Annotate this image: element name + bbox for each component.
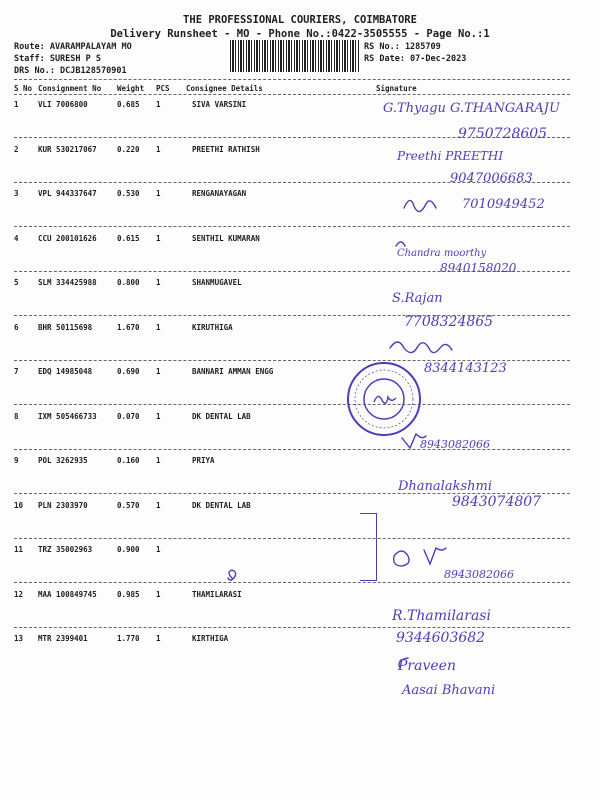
hw-r4-scribble	[396, 242, 405, 246]
row-pcs: 1	[156, 278, 161, 287]
row-consignment-no: PLN 2303970	[38, 500, 88, 510]
row-pcs: 1	[156, 411, 161, 421]
row-consignment-no: MTR 2399401	[38, 634, 88, 643]
hw-r9-phone: 9843074807	[452, 494, 542, 510]
row-consignee: DK DENTAL LAB	[192, 500, 251, 510]
hw-r13-name: Aasai Bhavani	[402, 683, 496, 698]
row-consignment-no: KUR 530217067	[38, 144, 97, 154]
row-sno: 3	[14, 189, 19, 198]
row-weight: 0.220	[117, 144, 140, 154]
row-sno: 7	[14, 367, 19, 376]
hw-r11-initials	[424, 548, 446, 564]
row-consignment-no: TRZ 35002963	[38, 545, 93, 554]
row-pcs: 1	[156, 233, 161, 243]
hw-r3-scribble	[404, 200, 436, 211]
hw-r3-phone: 7010949452	[462, 197, 545, 212]
row-consignment-no: IXM 505466733	[38, 411, 97, 421]
row-consignment-no: SLM 334425988	[38, 278, 97, 287]
row-sno: 1	[14, 100, 19, 109]
hw-r2-signature: Preethi PREETHI	[397, 149, 504, 163]
hw-r13-signature: Praveen	[398, 658, 456, 674]
row-consignment-no: POL 3262935	[38, 456, 88, 465]
row-weight: 0.530	[117, 189, 140, 198]
col-header-consignment: Consignment No	[38, 84, 102, 93]
col-header-consignee: Consignee Details	[186, 84, 263, 93]
row-consignment-no: MAA 100849745	[38, 589, 97, 599]
row-weight: 0.690	[117, 367, 140, 376]
hw-r12-phone: 9344603682	[396, 630, 486, 646]
row-sno: 9	[14, 456, 19, 465]
row-weight: 1.770	[117, 634, 140, 643]
row-sno: 8	[14, 411, 19, 421]
drs-number: DRS No.: DCJB128570901	[14, 66, 127, 76]
hw-r1-phone: 9750728605	[458, 126, 548, 142]
hw-r1-signature: G.Thyagu G.THANGARAJU	[383, 101, 560, 116]
row-weight: 0.070	[117, 411, 140, 421]
hw-r5-signature: S.Rajan	[392, 291, 443, 306]
row-consignee: SENTHIL KUMARAN	[192, 233, 260, 243]
row-pcs: 1	[156, 589, 161, 599]
hw-r6-phone: 8344143123	[424, 361, 507, 376]
document-subtitle: Delivery Runsheet - MO - Phone No.:0422-3505555 - Page No.:1	[110, 28, 490, 40]
hw-r4-name: Chandra moorthy	[397, 248, 487, 259]
row-consignee: SIVA VARSINI	[192, 100, 247, 109]
row-weight: 0.800	[117, 278, 140, 287]
row-consignee: RENGANAYAGAN	[192, 189, 247, 198]
row-consignment-no: EDQ 14985048	[38, 367, 93, 376]
row-pcs: 1	[156, 100, 161, 109]
col-header-signature: Signature	[376, 84, 417, 93]
col-header-weight: Weight	[117, 84, 145, 93]
row-pcs: 1	[156, 144, 161, 154]
row-consignee: PRIYA	[192, 456, 215, 465]
hw-r12-signature: R.Thamilarasi	[392, 608, 491, 624]
row-consignee: PREETHI RATHISH	[192, 144, 260, 154]
row-weight: 0.160	[117, 456, 140, 465]
route-field: Route: AVARAMPALAYAM MO	[14, 42, 132, 52]
row-sno: 5	[14, 278, 19, 287]
row-weight: 0.570	[117, 500, 140, 510]
row-pcs: 1	[156, 500, 161, 510]
col-header-sno: S No	[14, 84, 33, 93]
hw-r11-phone: 8943082066	[444, 568, 514, 581]
hw-r6-scribble	[390, 342, 452, 353]
row-pcs: 1	[156, 545, 161, 554]
row-sno: 12	[14, 589, 24, 599]
row-weight: 0.985	[117, 589, 140, 599]
rs-number: RS No.: 1285709	[364, 42, 441, 52]
row-consignment-no: CCU 200101626	[38, 233, 97, 243]
row-pcs: 1	[156, 322, 161, 332]
row-pcs: 1	[156, 367, 161, 376]
col-header-pcs: PCS	[156, 84, 170, 93]
document-title: THE PROFESSIONAL COURIERS, COIMBATORE	[183, 14, 417, 26]
row-weight: 0.900	[117, 545, 140, 554]
row-consignment-no: VPL 944337647	[38, 189, 97, 198]
row-sno: 10	[14, 500, 24, 510]
row-sno: 13	[14, 634, 24, 643]
row-consignee: DK DENTAL LAB	[192, 411, 251, 421]
row-consignee: KIRUTHIGA	[192, 322, 233, 332]
hw-r8-phone: 8943082066	[420, 438, 490, 451]
row-consignee: SHANMUGAVEL	[192, 278, 242, 287]
hw-r9-signature: Dhanalakshmi	[398, 479, 492, 494]
row-weight: 1.670	[117, 322, 140, 332]
hw-r11-mark	[228, 570, 236, 580]
hw-r5-phone: 7708324865	[404, 314, 494, 330]
row-sno: 2	[14, 144, 19, 154]
row-consignee: KIRTHIGA	[192, 634, 229, 643]
row-sno: 4	[14, 233, 19, 243]
row-consignment-no: BHR 50115698	[38, 322, 93, 332]
row-sno: 6	[14, 322, 19, 332]
row-pcs: 1	[156, 189, 161, 198]
row-consignee: BANNARI AMMAN ENGG	[192, 367, 274, 376]
hw-r11-scribble-a	[394, 551, 409, 566]
row-pcs: 1	[156, 634, 161, 643]
rs-date: RS Date: 07-Dec-2023	[364, 54, 467, 64]
row-pcs: 1	[156, 456, 161, 465]
row-weight: 0.615	[117, 233, 140, 243]
row-sno: 11	[14, 545, 24, 554]
hw-r2-phone: 9047006683	[450, 171, 533, 186]
row-weight: 0.685	[117, 100, 140, 109]
hw-r4-phone: 8940158020	[440, 261, 517, 275]
staff-field: Staff: SURESH P S	[14, 54, 101, 64]
row-consignee: THAMILARASI	[192, 589, 242, 599]
row-consignment-no: VLI 7006800	[38, 100, 88, 109]
